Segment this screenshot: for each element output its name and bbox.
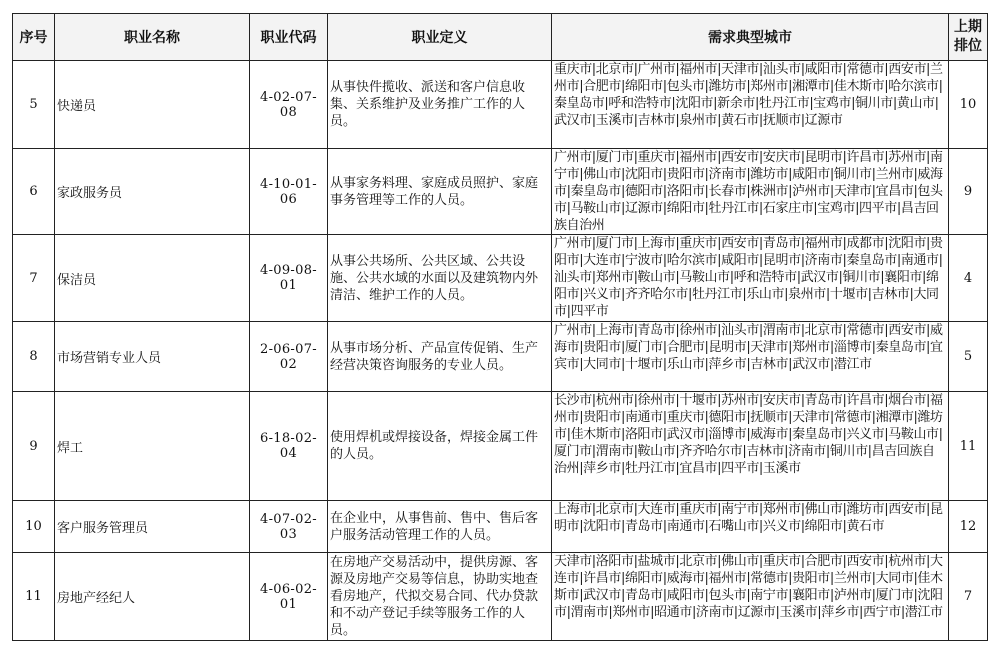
occupation-definition: 在企业中，从事售前、售中、售后客户服务活动管理工作的人员。 — [328, 501, 552, 553]
typical-cities: 广州市|厦门市|上海市|重庆市|西安市|青岛市|福州市|成都市|沈阳市|贵阳市|大连市|宁波市|哈尔滨市|咸阳市|昆明市|济南市|秦皇岛市|南通市|汕头市|郑州市|鞍山市|马鞍山市|呼和浩特市|武汉市|铜川市|襄阳市|绵阳市|兴义市|齐齐哈尔市|牡丹江市|乐山市|泉州市|十堰市|吉林市|大同市|四平市 — [552, 235, 949, 322]
occupation-name: 客户服务管理员 — [55, 501, 250, 553]
header-previous-rank — [949, 14, 988, 61]
occupation-definition: 从事家务料理、家庭成员照护、家庭事务管理等工作的人员。 — [328, 149, 552, 235]
table-row — [13, 392, 988, 501]
previous-rank: 5 — [949, 322, 988, 392]
previous-rank: 11 — [949, 392, 988, 501]
occupation-definition: 从事市场分析、产品宣传促销、生产经营决策咨询服务的专业人员。 — [328, 322, 552, 392]
occupation-name: 焊工 — [55, 392, 250, 501]
typical-cities: 上海市|北京市|大连市|重庆市|南宁市|郑州市|佛山市|潍坊市|西安市|昆明市|沈阳市|青岛市|南通市|石嘴山市|兴义市|绵阳市|黄石市 — [552, 501, 949, 553]
header-occupation-definition: 职业定义 — [328, 14, 552, 61]
typical-cities: 广州市|厦门市|重庆市|福州市|西安市|安庆市|昆明市|许昌市|苏州市|南宁市|佛山市|沈阳市|贵阳市|济南市|潍坊市|咸阳市|铜川市|兰州市|威海市|秦皇岛市|德阳市|洛阳市|长春市|株洲市|泸州市|天津市|宜昌市|包头市|马鞍山市|辽源市|绵阳市|牡丹江市|石家庄市|宝鸡市|四平市|昌吉回族自治州 — [552, 149, 949, 235]
row-index: 11 — [13, 553, 55, 641]
previous-rank: 12 — [949, 501, 988, 553]
table-row — [13, 553, 988, 641]
occupation-definition: 从事快件揽收、派送和客户信息收集、关系维护及业务推广工作的人员。 — [328, 61, 552, 149]
header-previous-rank-line2: 排位 — [954, 38, 982, 54]
occupation-demand-table — [12, 13, 988, 641]
occupation-code: 2-06-07-02 — [250, 322, 328, 392]
table-body — [13, 61, 988, 641]
row-index: 7 — [13, 235, 55, 322]
row-index: 6 — [13, 149, 55, 235]
table-row — [13, 322, 988, 392]
occupation-code: 4-02-07-08 — [250, 61, 328, 149]
row-index: 5 — [13, 61, 55, 149]
occupation-code: 6-18-02-04 — [250, 392, 328, 501]
table-row — [13, 501, 988, 553]
header-occupation-name: 职业名称 — [55, 14, 250, 61]
previous-rank: 4 — [949, 235, 988, 322]
typical-cities: 重庆市|北京市|广州市|福州市|天津市|汕头市|咸阳市|常德市|西安市|兰州市|合肥市|绵阳市|包头市|潍坊市|郑州市|湘潭市|佳木斯市|哈尔滨市|秦皇岛市|呼和浩特市|沈阳市|新余市|牡丹江市|宝鸡市|铜川市|黄山市|武汉市|玉溪市|吉林市|泉州市|黄石市|抚顺市|辽源市 — [552, 61, 949, 149]
row-index: 9 — [13, 392, 55, 501]
occupation-definition: 从事公共场所、公共区域、公共设施、公共水域的水面以及建筑物内外清洁、维护工作的人员。 — [328, 235, 552, 322]
occupation-name: 房地产经纪人 — [55, 553, 250, 641]
occupation-definition: 在房地产交易活动中，提供房源、客源及房地产交易等信息，协助实地查看房地产，代拟交易合同、代办贷款和不动产登记手续等服务工作的人员。 — [328, 553, 552, 641]
typical-cities: 天津市|洛阳市|盐城市|北京市|佛山市|重庆市|合肥市|西安市|杭州市|大连市|许昌市|绵阳市|威海市|福州市|常德市|贵阳市|兰州市|大同市|佳木斯市|武汉市|青岛市|咸阳市|包头市|南宁市|襄阳市|泸州市|厦门市|沈阳市|渭南市|郑州市|昭通市|济南市|辽源市|玉溪市|萍乡市|西宁市|潜江市 — [552, 553, 949, 641]
header-row — [13, 14, 988, 61]
occupation-code: 4-07-02-03 — [250, 501, 328, 553]
previous-rank: 10 — [949, 61, 988, 149]
table-header — [13, 14, 988, 61]
occupation-definition: 使用焊机或焊接设备，焊接金属工件的人员。 — [328, 392, 552, 501]
row-index: 10 — [13, 501, 55, 553]
occupation-code: 4-09-08-01 — [250, 235, 328, 322]
typical-cities: 长沙市|杭州市|徐州市|十堰市|苏州市|安庆市|青岛市|许昌市|烟台市|福州市|贵阳市|南通市|重庆市|德阳市|抚顺市|天津市|常德市|湘潭市|潍坊市|佳木斯市|洛阳市|武汉市|淄博市|威海市|秦皇岛市|兴义市|马鞍山市|厦门市|渭南市|鞍山市|齐齐哈尔市|吉林市|济南市|铜川市|昌吉回族自治州|萍乡市|牡丹江市|宜昌市|四平市|玉溪市 — [552, 392, 949, 501]
row-index: 8 — [13, 322, 55, 392]
occupation-code: 4-06-02-01 — [250, 553, 328, 641]
occupation-name: 快递员 — [55, 61, 250, 149]
table-row — [13, 61, 988, 149]
table-row — [13, 149, 988, 235]
header-index: 序号 — [13, 14, 55, 61]
header-previous-rank-line1: 上期 — [954, 19, 982, 35]
occupation-code: 4-10-01-06 — [250, 149, 328, 235]
occupation-name: 市场营销专业人员 — [55, 322, 250, 392]
table-row — [13, 235, 988, 322]
occupation-name: 保洁员 — [55, 235, 250, 322]
previous-rank: 7 — [949, 553, 988, 641]
header-occupation-code: 职业代码 — [250, 14, 328, 61]
previous-rank: 9 — [949, 149, 988, 235]
occupation-name: 家政服务员 — [55, 149, 250, 235]
typical-cities: 广州市|上海市|青岛市|徐州市|汕头市|渭南市|北京市|常德市|西安市|威海市|贵阳市|厦门市|合肥市|昆明市|天津市|郑州市|淄博市|秦皇岛市|宜宾市|大同市|十堰市|乐山市|萍乡市|吉林市|武汉市|潜江市 — [552, 322, 949, 392]
header-typical-cities: 需求典型城市 — [552, 14, 949, 61]
